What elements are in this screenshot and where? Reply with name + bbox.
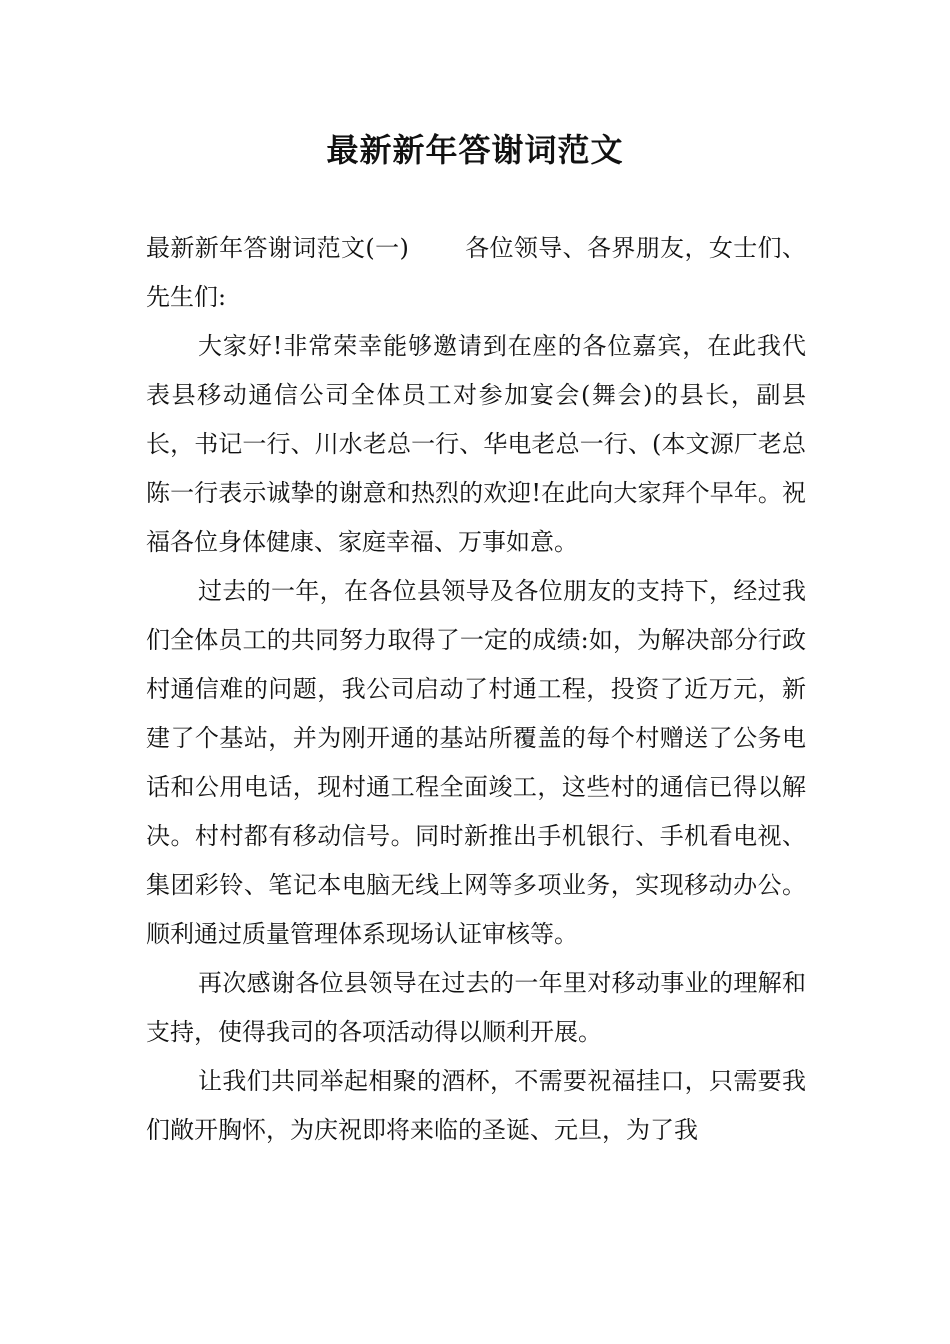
paragraph-5: 让我们共同举起相聚的酒杯，不需要祝福挂口，只需要我们敞开胸怀，为庆祝即将来临的圣诞、元旦，为了我 <box>146 1067 806 1144</box>
paragraph-3: 过去的一年，在各位县领导及各位朋友的支持下，经过我们全体员工的共同努力取得了一定的成绩:如，为解决部分行政村通信难的问题，我公司启动了村通工程，投资了近万元，新建了个基站，并为刚开通的基站所覆盖的每个村赠送了公务电话和公用电话，现村通工程全面竣工，这些村的通信已得以解决。村村都有移动信号。同时新推出手机银行、手机看电视、集团彩铃、笔记本电脑无线上网等多项业务，实现移动办公。顺利通过质量管理体系现场认证审核等。 <box>146 577 806 948</box>
paragraph-1 <box>146 224 806 322</box>
paragraph-2: 大家好!非常荣幸能够邀请到在座的各位嘉宾，在此我代表县移动通信公司全体员工对参加宴会(舞会)的县长，副县长，书记一行、川水老总一行、华电老总一行、(本文源厂老总陈一行表示诚挚的谢意和热烈的欢迎!在此向大家拜个早年。祝福各位身体健康、家庭幸福、万事如意。 <box>146 332 806 556</box>
document-title: 最新新年答谢词范文 <box>326 131 624 169</box>
paragraph-heading: 最新新年答谢词范文(一) <box>146 234 409 262</box>
document-body <box>146 224 806 1155</box>
paragraph-4: 再次感谢各位县领导在过去的一年里对移动事业的理解和支持，使得我司的各项活动得以顺利开展。 <box>146 969 806 1046</box>
greeting-text: 各位领导、各界朋友，女士们、先生们: <box>146 234 807 311</box>
